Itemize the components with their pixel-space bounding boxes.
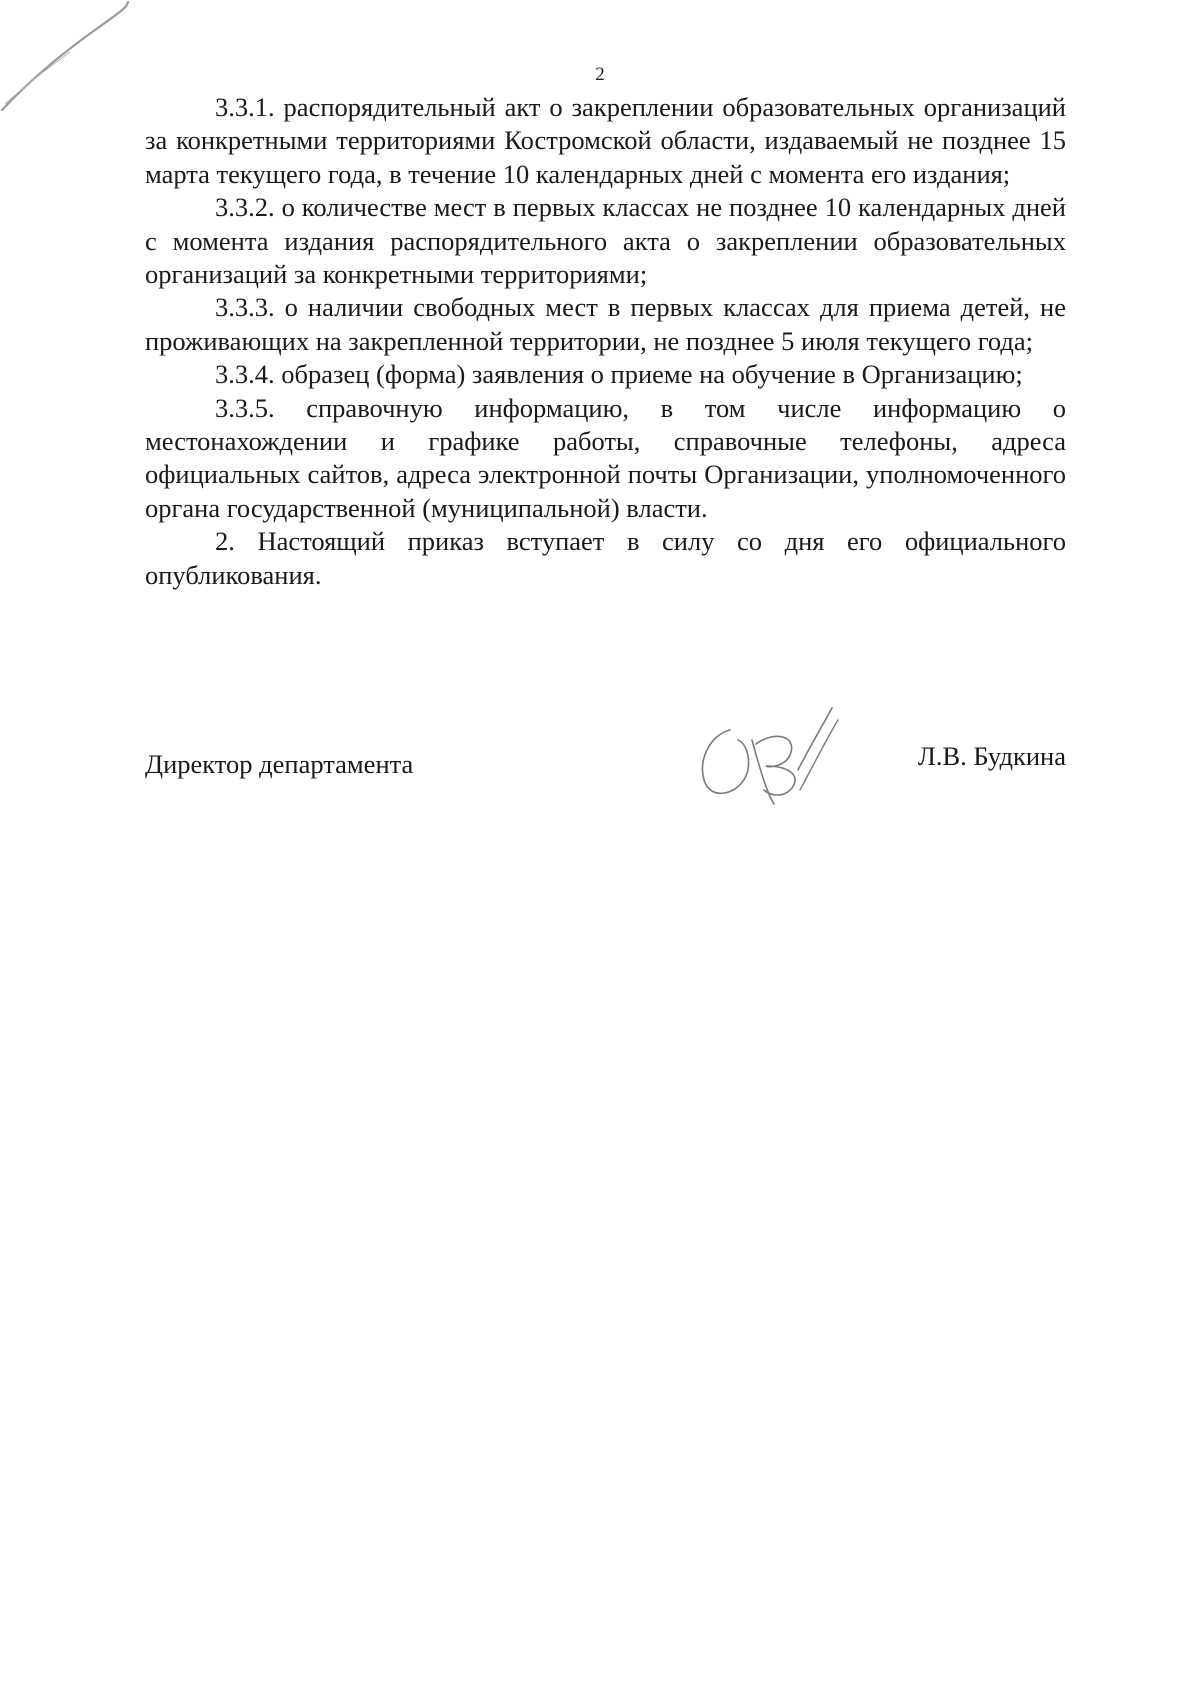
page-number: 2 bbox=[595, 64, 605, 85]
paragraph-3-3-4: 3.3.4. образец (форма) заявления о приеме на обучение в Организацию; bbox=[215, 359, 1023, 390]
signature-block bbox=[145, 700, 1066, 810]
paragraph-3-3-3: 3.3.3. о наличии свободных мест в первых классах для приема детей, не проживающих на закрепленной территории, не позднее 5 июля текущего года; bbox=[145, 292, 1066, 356]
paragraph-3-3-1: 3.3.1. распорядительный акт о закреплении образовательных организаций за конкретными территориями Костромской области, издаваемый не позднее 15 марта текущего года, в течение 10 календарных дней с момента его издания; bbox=[145, 92, 1066, 189]
handwritten-signature bbox=[690, 700, 860, 810]
document-body bbox=[145, 91, 1066, 592]
paragraph-2: 2. Настоящий приказ вступает в силу со дня его официального опубликования. bbox=[145, 526, 1066, 590]
paragraph-3-3-5: 3.3.5. справочную информацию, в том числе информацию о местонахождении и графике работы, справочные телефоны, адреса официальных сайтов, адреса электронной почты Организации, уполномоченного органа государственной (муниципальной) власти. bbox=[145, 392, 1066, 523]
signatory-name: Л.В. Будкина bbox=[917, 741, 1066, 771]
scan-artifact-line bbox=[0, 0, 140, 120]
paragraph-3-3-2: 3.3.2. о количестве мест в первых классах не позднее 10 календарных дней с момента издания распорядительного акта о закреплении образовательных организаций за конкретными территориями; bbox=[145, 192, 1066, 290]
signatory-position: Директор департамента bbox=[145, 749, 414, 779]
